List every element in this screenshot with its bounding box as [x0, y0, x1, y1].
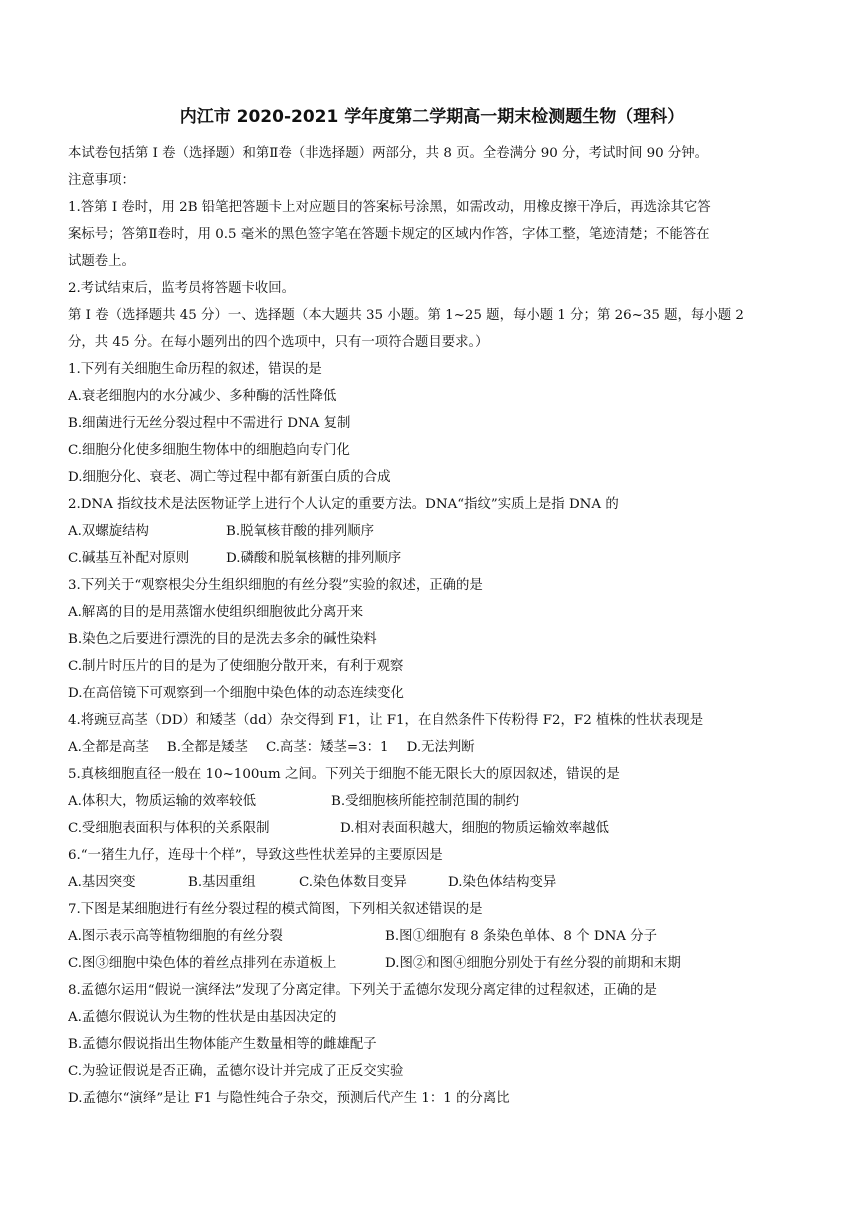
question-3-option-d: D.在高倍镜下可观察到一个细胞中染色体的动态连续变化: [68, 686, 404, 701]
question-8-option-d: D.孟德尔“演绎”是让 F1 与隐性纯合子杂交，预测后代产生 1：1 的分离比: [68, 1091, 510, 1106]
question-2-stem: 2.DNA 指纹技术是法医物证学上进行个人认定的重要方法。DNA“指纹”实质上是指 DNA 的: [68, 497, 619, 512]
question-7-option-b: B.图①细胞有 8 条染色单体、8 个 DNA 分子: [385, 929, 658, 944]
question-5-option-c: C.受细胞表面积与体积的关系限制: [68, 821, 270, 836]
question-1-option-c: C.细胞分化使多细胞生物体中的细胞趋向专门化: [68, 443, 350, 458]
question-2-options-row-2: [68, 545, 796, 572]
question-7-option-c: C.图③细胞中染色体的着丝点排列在赤道板上: [68, 956, 337, 971]
question-6-options-row: [68, 869, 796, 896]
question-4-options-row: [68, 734, 796, 761]
question-3-option-a: A.解离的目的是用蒸馏水使组织细胞彼此分离开来: [68, 605, 364, 620]
question-4-option-c: C.高茎：矮茎=3：1: [265, 740, 389, 755]
notice-1-line-1: 1.答第 I 卷时，用 2B 铅笔把答题卡上对应题目的答案标号涂黑，如需改动，用橡皮擦干净后，再选涂其它答: [68, 200, 711, 215]
question-3-option-c: C.制片时压片的目的是为了使细胞分散开来，有利于观察: [68, 659, 404, 674]
question-2-option-b: B.脱氧核苷酸的排列顺序: [226, 524, 375, 539]
exam-page: [68, 100, 796, 1112]
question-2-option-d: D.磷酸和脱氧核糖的排列顺序: [226, 551, 402, 566]
notice-2: 2.考试结束后，监考员将答题卡收回。: [68, 281, 296, 296]
question-8-option-b: B.孟德尔假说指出生物体能产生数量相等的雌雄配子: [68, 1037, 377, 1052]
question-5-option-d: D.相对表面积越大，细胞的物质运输效率越低: [340, 821, 609, 836]
question-5-stem: 5.真核细胞直径一般在 10~100um 之间。下列关于细胞不能无限长大的原因叙述，错误的是: [68, 767, 620, 782]
question-2-options-row-1: [68, 518, 796, 545]
notice-1-line-3: 试题卷上。: [68, 254, 135, 269]
question-6-option-c: C.染色体数目变异: [299, 875, 407, 890]
question-1-option-a: A.衰老细胞内的水分减少、多种酶的活性降低: [68, 389, 337, 404]
question-8-option-a: A.孟德尔假说认为生物的性状是由基因决定的: [68, 1010, 337, 1025]
question-3-stem: 3.下列关于“观察根尖分生组织细胞的有丝分裂”实验的叙述，正确的是: [68, 578, 483, 593]
question-4-stem: 4.将豌豆高茎（DD）和矮茎（dd）杂交得到 F1，让 F1，在自然条件下传粉得 F2，F2 植株的性状表现是: [68, 713, 704, 728]
question-1-stem: 1.下列有关细胞生命历程的叙述，错误的是: [68, 362, 322, 377]
question-7-option-a: A.图示表示高等植物细胞的有丝分裂: [68, 929, 283, 944]
section-header-line-2: 分，共 45 分。在每小题列出的四个选项中，只有一项符合题目要求。）: [68, 335, 489, 350]
page-title: 内江市 2020-2021 学年度第二学期高一期末检测题生物（理科）: [179, 107, 685, 127]
notice-heading: 注意事项：: [68, 173, 135, 188]
question-6-option-b: B.基因重组: [188, 875, 256, 890]
question-5-option-a: A.体积大，物质运输的效率较低: [68, 794, 257, 809]
question-4-option-a: A.全都是高茎: [68, 740, 149, 755]
question-6-stem: 6.“一猪生九仔，连母十个样”，导致这些性状差异的主要原因是: [68, 848, 443, 863]
question-5-options-row-2: [68, 815, 796, 842]
question-8-stem: 8.孟德尔运用“假说一演绎法”发现了分离定律。下列关于孟德尔发现分离定律的过程叙述，正确的是: [68, 983, 657, 998]
question-5-options-row-1: [68, 788, 796, 815]
question-1-option-d: D.细胞分化、衰老、凋亡等过程中都有新蛋白质的合成: [68, 470, 391, 485]
question-4-option-d: D.无法判断: [406, 740, 475, 755]
question-6-option-d: D.染色体结构变异: [448, 875, 557, 890]
question-7-options-row-1: [68, 923, 796, 950]
question-4-option-b: B.全都是矮茎: [166, 740, 248, 755]
question-5-option-b: B.受细胞核所能控制范围的制约: [331, 794, 520, 809]
question-7-stem: 7.下图是某细胞进行有丝分裂过程的模式简图，下列相关叙述错误的是: [68, 902, 483, 917]
question-2-option-c: C.碱基互补配对原则: [68, 551, 190, 566]
section-header-line-1: 第 I 卷（选择题共 45 分）一、选择题（本大题共 35 小题。第 1~25 题，每小题 1 分；第 26~35 题，每小题 2: [68, 308, 744, 323]
question-6-option-a: A.基因突变: [68, 875, 136, 890]
question-2-option-a: A.双螺旋结构: [68, 524, 149, 539]
question-1-option-b: B.细菌进行无丝分裂过程中不需进行 DNA 复制: [68, 416, 351, 431]
notice-1-line-2: 案标号；答第Ⅱ卷时，用 0.5 毫米的黑色签字笔在答题卡规定的区域内作答，字体工整，笔迹清楚；不能答在: [68, 227, 710, 242]
question-7-options-row-2: [68, 950, 796, 977]
intro-text: 本试卷包括第 I 卷（选择题）和第Ⅱ卷（非选择题）两部分，共 8 页。全卷满分 90 分，考试时间 90 分钟。: [68, 146, 709, 161]
question-7-option-d: D.图②和图④细胞分别处于有丝分裂的前期和末期: [385, 956, 681, 971]
question-8-option-c: C.为验证假说是否正确，孟德尔设计并完成了正反交实验: [68, 1064, 404, 1079]
question-3-option-b: B.染色之后要进行漂洗的目的是洗去多余的碱性染料: [68, 632, 377, 647]
